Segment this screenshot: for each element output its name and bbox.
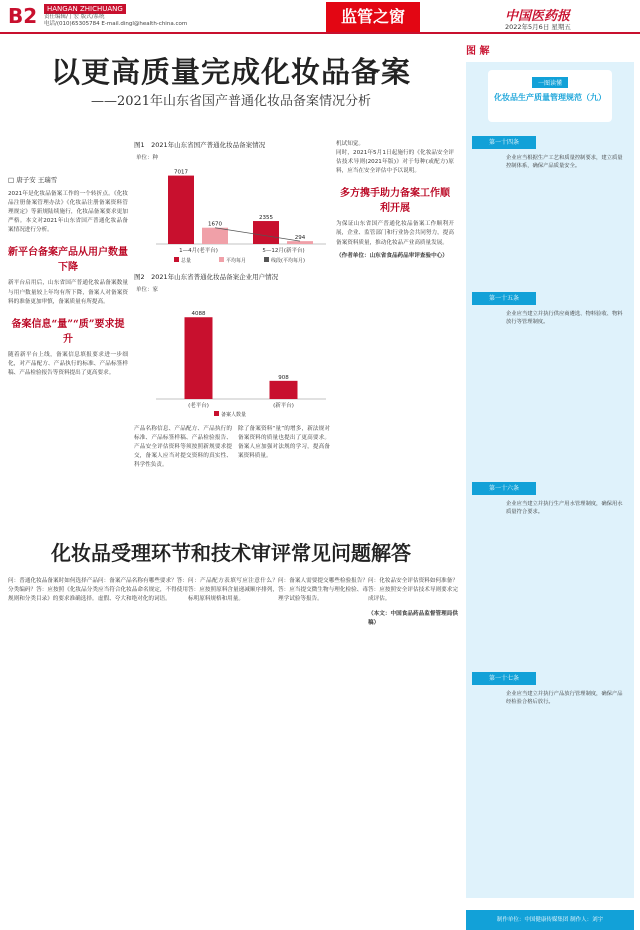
article-column-2 — [134, 425, 232, 470]
step-4-text: 企业应当建立并执行产品放行管理制度，确保产品经检验合格后放行。 — [506, 691, 623, 706]
chart-1 — [134, 140, 332, 268]
article-title: 以更高质量完成化妆品备案 — [50, 55, 411, 89]
paragraph-col2: 产品名称信息、产品配方、产品执行的标准、产品标签样稿、产品检验报告、产品安全评估资料等须按照新规要求提交，备案人应当对提交资料的真实性、科学性负责。 — [134, 426, 232, 469]
article-2-source: （本文：中国食品药品监督管理局供稿） — [368, 611, 458, 627]
chart-1-title: 图1 2021年山东省国产普通化妆品备案情况 — [134, 141, 266, 149]
chart-2-bar — [185, 317, 213, 399]
chart-1-legend-swatch — [264, 257, 269, 262]
chart-1-svg — [134, 149, 332, 267]
chart-1-tick-label: 1—4月(老平台) — [179, 248, 218, 254]
page-number: B2 — [8, 4, 38, 28]
chart-1-legend-entry: 线段(平均每月) — [271, 258, 305, 264]
chart-1-legend-entry: 总量 — [181, 258, 192, 264]
masthead: 中国医药报 — [505, 9, 571, 24]
sidebar-label: 图 解 — [466, 46, 490, 57]
step-3-label: 第一十六条 — [472, 482, 536, 495]
infographic-sidebar — [462, 40, 634, 923]
chart-1-legend-swatch — [219, 257, 224, 262]
chart-2-ylabel: 单位：家 — [136, 287, 159, 293]
banner-title: 化妆品生产质量管理规范（九） — [494, 93, 606, 102]
chart-2-legend-entry: 备案人数量 — [221, 412, 247, 418]
chart-1-data-label: 294 — [294, 235, 306, 242]
chart-2-tick-label: (新平台) — [273, 403, 294, 409]
chart-1-ylabel: 单位：种 — [136, 155, 159, 161]
qa-item: 问：普通化妆品备案时如何选择产品分类编码？答：应按照《化妆品分类规则和分类目录》的要求准确选择。 — [8, 578, 98, 603]
chart-1-bar — [287, 241, 313, 244]
banner-tag: 一图读懂 — [532, 77, 568, 88]
qa-column-4 — [278, 577, 368, 604]
article-column-4 — [336, 140, 454, 261]
chart-2 — [134, 272, 332, 422]
infographic-banner — [488, 70, 612, 122]
paragraph-col4-intro: 机试知觉。 — [336, 141, 364, 147]
chart-1-legend-swatch — [174, 257, 179, 262]
chart-1-legend-entry: 平均每月 — [226, 258, 247, 264]
byline: □ 唐子安 王瑞雪 — [8, 176, 58, 184]
chart-2-svg — [134, 281, 332, 421]
qa-column-2 — [98, 577, 188, 604]
chart-1-bar — [253, 221, 279, 244]
step-3-text: 企业应当建立并执行生产用水管理制度，确保用水质量符合要求。 — [506, 501, 623, 516]
chart-2-data-label: 4088 — [191, 311, 206, 318]
paragraph-col4: 同时，2021年5月1日起施行的《化妆品安全评估技术导则(2021年版)》对于每种(或配方)原料，应当在安全评估中予以说明。 — [336, 150, 454, 175]
chart-1-tick-label: 5—12月(新平台) — [262, 248, 305, 254]
paragraph-problems: 随着新平台上线，备案信息填报要求进一步细化，对产品配方、产品执行的标准、产品标签样稿、产品检验报告等资料提出了更高要求。 — [8, 351, 128, 376]
intro-paragraph: 2021年是化妆品备案工作的一个转折点。《化妆品注册备案管理办法》《化妆品注册备案资料管理规定》等新规陆续施行，化妆品备案要求更加严格。本文对2021年山东省国产普通化妆品备案情况进行分析。 — [8, 191, 128, 234]
chart-2-tick-label: (老平台) — [188, 403, 209, 409]
column-title: 监管之窗 — [326, 2, 420, 32]
step-2-label: 第一十五条 — [472, 292, 536, 305]
step-1-text: 企业应当根据生产工艺和质量控制要求，建立质量控制体系，确保产品质量安全。 — [506, 155, 623, 170]
chart-2-bar — [270, 381, 298, 399]
contact: 电话/(010)65305784 E-mail.dingl@health-china.com — [44, 21, 188, 27]
main-content — [6, 40, 456, 890]
qa-item: 问：产品配方表填写应注意什么？答：应按照原料含量递减顺序排列，标明原料规格和用量。 — [188, 578, 278, 603]
paragraph-col3: 除了备案资料“量”的增多，新法规对备案资料的质量也提出了更高要求。备案人应加强对法规的学习，提高备案资料质量。 — [238, 426, 330, 460]
article-column-3 — [238, 425, 330, 461]
chart-2-data-label: 908 — [278, 374, 289, 381]
chart-1-data-label: 1670 — [208, 221, 222, 228]
step-2-text: 企业应当建立并执行供应商遴选、物料验收、物料放行等管理制度。 — [506, 311, 623, 326]
qa-item: 问：备案产品名称有哪些要求？答：应当符合化妆品命名规定，不得使用虚假、夸大和绝对化的词语。 — [98, 578, 188, 603]
article-subtitle: ——2021年山东省国产普通化妆品备案情况分析 — [90, 94, 372, 109]
chart-2-title: 图2 2021年山东省普通化妆品备案企业用户情况 — [134, 273, 279, 281]
article-2-title: 化妆品受理环节和技术审评常见问题解答 — [51, 541, 411, 565]
step-1-label: 第一十四条 — [472, 136, 536, 149]
qa-item: 问：备案人需要提交哪些检验报告？答：应当提交微生物与理化检验、毒理学试验等报告。 — [278, 578, 368, 603]
author-affiliation: （作者单位：山东省食品药品审评查验中心） — [336, 252, 448, 259]
paragraph-new-platform: 新平台启用后，山东省国产普通化妆品备案数量与用户数量较上年均有所下降，备案人对备案资料的准备更加审慎，备案质量有所提高。 — [8, 280, 128, 305]
chart-2-legend-swatch — [214, 411, 219, 416]
article-column-1 — [8, 190, 128, 378]
editor: 责任编辑/丁宏 版式/系统 — [44, 14, 105, 20]
qa-column-5 — [368, 577, 458, 628]
editor-info — [44, 14, 187, 28]
chart-1-data-label: 7017 — [174, 169, 188, 176]
qa-column-3 — [188, 577, 278, 604]
issue-date: 2022年5月6日 星期五 — [505, 23, 571, 31]
chart-1-data-label: 2355 — [259, 215, 273, 222]
section-heading-problems: 备案信息“量”“质”要求提升 — [11, 318, 125, 345]
section-heading-advice: 多方携手助力备案工作顺利开展 — [340, 188, 450, 215]
paragraph-advice: 为保证山东省国产普通化妆品备案工作顺利开展，企业、监管部门和行业协会共同努力，提高备案资料质量，推动化妆品产业高质量发展。 — [336, 221, 454, 246]
chart-1-bar — [168, 176, 194, 244]
page-header — [0, 0, 640, 34]
qa-item: 问：化妆品安全评估资料如何准备？答：应按照安全评估技术导则要求完成评估。 — [368, 578, 458, 603]
infographic-panel — [466, 62, 634, 898]
qa-column-1 — [8, 577, 98, 604]
infographic-footer: 制作单位：中国健康传媒集团 制作人：刘宇 — [466, 910, 634, 930]
section-heading-new-platform: 新平台备案产品从用户数量下降 — [8, 247, 128, 274]
step-4-label: 第一十七条 — [472, 672, 536, 685]
chart-1-bar — [202, 228, 228, 244]
section-en: HANGAN ZHICHUANG — [44, 4, 126, 14]
